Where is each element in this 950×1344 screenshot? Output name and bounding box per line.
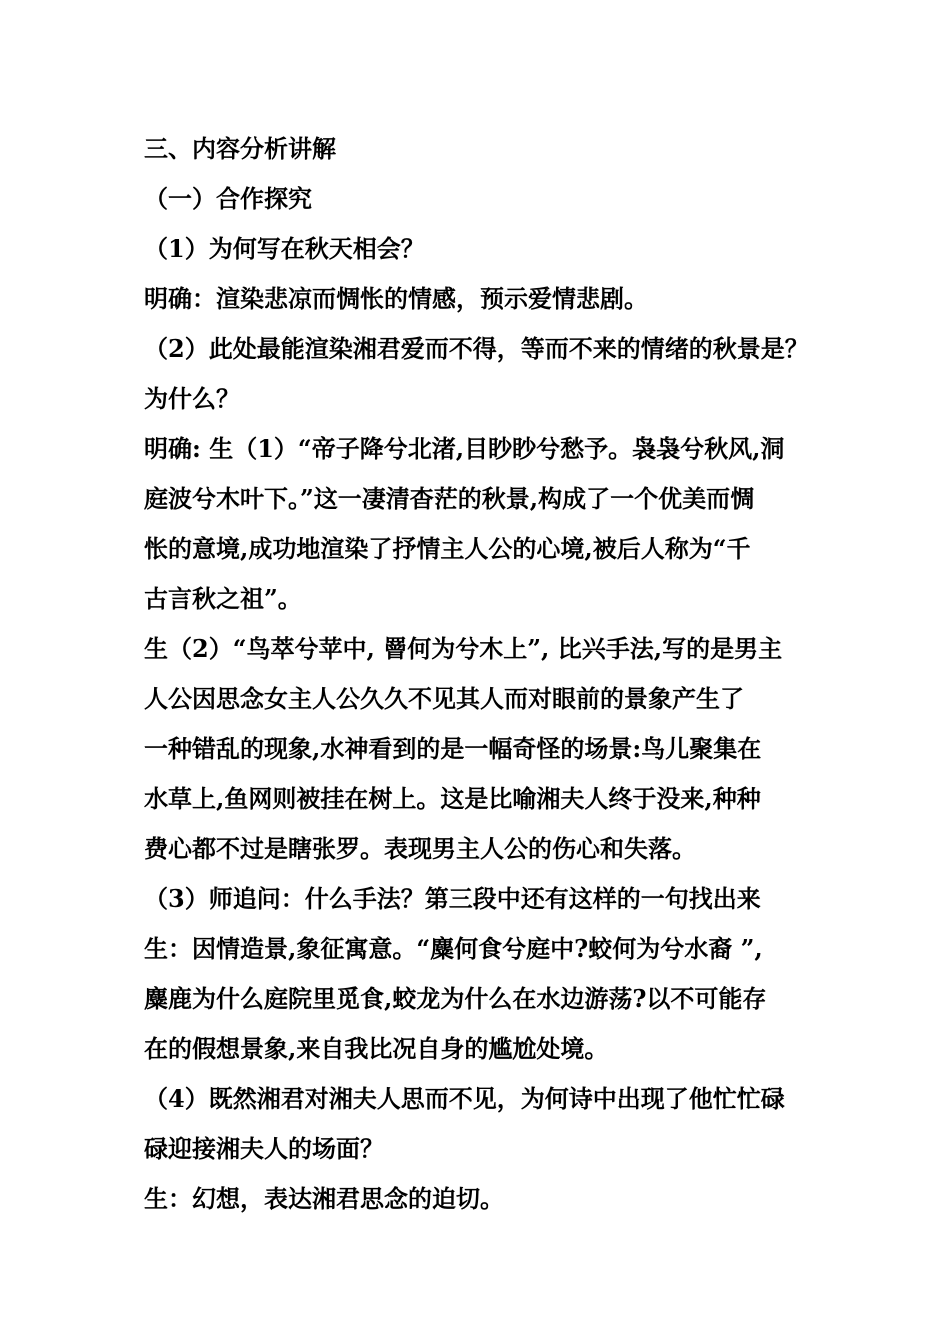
answer-2-line-2: 庭波兮木叶下。”这一凄清杳茫的秋景,构成了一个优美而惆 [144, 484, 755, 513]
subsection-heading: （一）合作探究 [144, 184, 312, 213]
answer-3-line-1: 生：因情造景,象征寓意。“麋何食兮庭中?蛟何为兮水裔 ”, [144, 934, 763, 963]
question-4-line-1: （4）既然湘君对湘夫人思而不见，为何诗中出现了他忙忙碌 [144, 1084, 785, 1113]
answer-2-line-4: 古言秋之祖”。 [144, 584, 302, 613]
answer-1: 明确：渲染悲凉而惆怅的情感，预示爱情悲剧。 [144, 284, 648, 313]
student-2-line-5: 费心都不过是瞎张罗。表现男主人公的伤心和失落。 [144, 834, 696, 863]
answer-2-line-1: 明确: 生（1）“帝子降兮北渚,目眇眇兮愁予。袅袅兮秋风,洞 [144, 434, 785, 463]
question-4-line-2: 碌迎接湘夫人的场面？ [144, 1134, 384, 1163]
question-2-line-2: 为什么？ [144, 384, 240, 413]
section-heading: 三、内容分析讲解 [144, 134, 336, 163]
document-body [144, 124, 814, 1224]
answer-4: 生：幻想，表达湘君思念的迫切。 [144, 1184, 504, 1213]
question-1: （1）为何写在秋天相会？ [144, 234, 425, 263]
answer-2-line-3: 怅的意境,成功地渲染了抒情主人公的心境,被后人称为“千 [144, 534, 751, 563]
student-2-line-4: 水草上,鱼网则被挂在树上。这是比喻湘夫人终于没来,种种 [144, 784, 761, 813]
answer-3-line-2: 麋鹿为什么庭院里觅食,蛟龙为什么在水边游荡?以不可能存 [144, 984, 767, 1013]
student-2-line-2: 人公因思念女主人公久久不见其人而对眼前的景象产生了 [144, 684, 744, 713]
question-2-line-1: （2）此处最能渲染湘君爱而不得，等而不来的情绪的秋景是？ [144, 334, 809, 363]
question-3: （3）师追问：什么手法？第三段中还有这样的一句找出来 [144, 884, 761, 913]
student-2-line-3: 一种错乱的现象,水神看到的是一幅奇怪的场景:鸟儿聚集在 [144, 734, 762, 763]
answer-3-line-3: 在的假想景象,来自我比况自身的尴尬处境。 [144, 1034, 609, 1063]
student-2-line-1: 生（2）“鸟萃兮苹中, 罾何为兮木上”, 比兴手法,写的是男主 [144, 634, 783, 663]
